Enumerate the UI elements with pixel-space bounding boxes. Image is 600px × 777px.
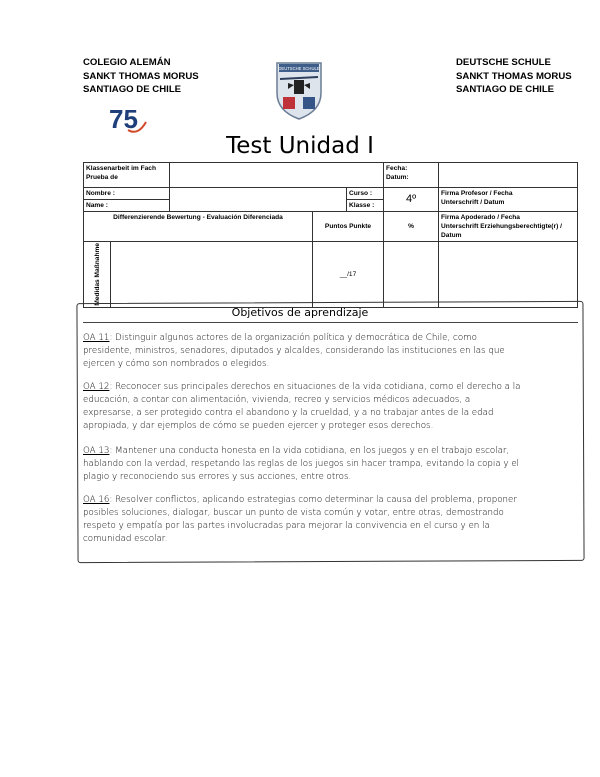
guardian-signature-field[interactable] [439, 242, 578, 308]
objective-code: OA 11 [83, 333, 110, 343]
guardian-signature-cell[interactable] [439, 212, 578, 242]
fecha-label: Fecha: [386, 165, 408, 172]
klasse-label: Klasse : [347, 200, 384, 212]
header-line: SANTIAGO DE CHILE [456, 84, 555, 95]
school-name-german [456, 56, 572, 97]
objectives-divider [83, 322, 578, 323]
evaluation-header: Differenzierende Bewertung - Evaluación Diferenciada [84, 212, 313, 242]
klassenarbeit-label: Klassenarbeit im Fach [86, 165, 156, 172]
subject-label-cell [84, 163, 170, 188]
header-line: SANKT THOMAS MORUS [456, 70, 572, 82]
firma-apoderado-label: Firma Apoderado / Fecha [441, 214, 520, 221]
header-line: DEUTSCHE SCHULE [456, 57, 551, 68]
objective-item [83, 381, 523, 433]
subject-field[interactable] [170, 163, 384, 188]
firma-profesor-label: Firma Profesor / Fecha [441, 190, 513, 197]
school-crest-icon [274, 55, 324, 121]
crest-label: DEUTSCHE SCHULE [278, 66, 320, 71]
objective-text: : Mantener una conducta honesta en la vida cotidiana, en los juegos y en el trabajo escolar, hablando con la verdad, respetando las reglas de los juegos sin hacer trampa, evitando la copia y el plagio y reconociendo sus errores y sus acciones, entre otros. [83, 446, 520, 482]
objective-item [83, 445, 523, 484]
page-title: Test Unidad I [226, 133, 374, 159]
date-label-cell [384, 163, 439, 188]
percent-field[interactable] [384, 242, 439, 308]
unterschrift-datum-label: Unterschrift / Datum [441, 199, 505, 206]
prueba-label: Prueba de [86, 174, 118, 181]
student-info-table [83, 162, 578, 308]
header-line: SANKT THOMAS MORUS [83, 70, 199, 82]
header-line: COLEGIO ALEMÁN [83, 57, 171, 68]
medidas-cell [84, 242, 111, 308]
datum-label: Datum: [386, 174, 409, 181]
medidas-field[interactable] [111, 242, 313, 308]
header-line: SANTIAGO DE CHILE [83, 84, 182, 95]
curso-value: 4º [384, 188, 439, 212]
logo-number: 75 [109, 104, 138, 134]
puntos-label: Puntos Punkte [313, 212, 384, 242]
school-name-spanish [83, 56, 199, 97]
unterschrift-erz-label: Unterschrift Erziehungsberechtigte(r) / Datum [441, 223, 562, 239]
score-field: __/17 [313, 242, 384, 308]
objective-code: OA 12 [83, 382, 110, 392]
medidas-label: Medidas Maßnahme [93, 243, 101, 306]
name-field[interactable] [170, 188, 347, 212]
name-label: Name : [84, 200, 170, 212]
objectives-title: Objetivos de aprendizaje [231, 306, 369, 319]
objective-text: : Distinguir algunos actores de la organización política y democrática de Chile, como presidente, ministros, senadores, diputados y alcaldes, considerando las instituciones en las que ejercen y cómo son nombrados o elegidos. [83, 333, 505, 369]
objective-code: OA 13 [83, 446, 110, 456]
date-field[interactable] [439, 163, 578, 188]
percent-label: % [384, 212, 439, 242]
objective-item [83, 332, 523, 371]
teacher-signature-cell[interactable] [439, 188, 578, 212]
objective-item [83, 494, 523, 546]
objective-text: : Reconocer sus principales derechos en situaciones de la vida cotidiana, como el derecho a la educación, a contar con alimentación, vivienda, recreo y servicios médicos adecuados, a expresarse, a ser protegido contra el abandono y la crueldad, y a no trabajar antes de la edad apropiada, y dar ejemplos de cómo se pueden ejercer y proteger esos derechos. [83, 382, 521, 431]
nombre-label: Nombre : [84, 188, 170, 200]
objective-text: : Resolver conflictos, aplicando estrategias como determinar la causa del problema, proponer posibles soluciones, dialogar, buscar un punto de vista común y votar, entre otras, demostrando respeto y empatía por las partes involucradas para mejorar la convivencia en el curso y en la comunidad escolar. [83, 495, 517, 544]
curso-label: Curso : [347, 188, 384, 200]
objective-code: OA 16 [83, 495, 110, 505]
